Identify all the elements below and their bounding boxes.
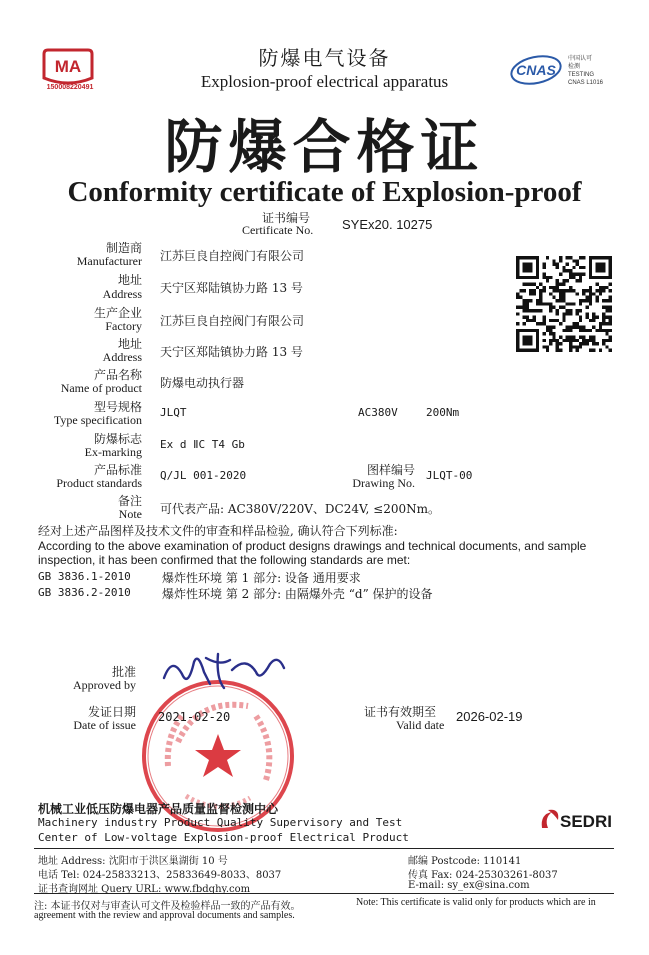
address1-label-en: Address [102,287,142,301]
product-label-en: Name of product [60,381,142,395]
organization-name-en-1: Machinery industry Product Quality Supervisory and Test [38,816,403,829]
drawing-label-zh: 图样编号 [366,463,415,477]
approved-label-zh: 批准 [111,665,136,679]
factory-label-zh: 生产企业 [93,306,142,320]
product-label-zh: 产品名称 [93,368,142,382]
exmarking-label-zh: 防爆标志 [93,432,142,446]
cma-number: 150008220491 [46,84,94,91]
type-torque: 200Nm [426,406,460,419]
conformity-statement-en-2: inspection, it has been confirmed that the following standards are met: [38,553,411,567]
organization-name-en-2: Center of Low-voltage Explosion-proof Electrical Product [38,831,409,844]
address2-label-zh: 地址 [117,337,142,351]
valid-label-zh: 证书有效期至 [364,705,437,719]
footer-fax: 传真 Fax: 024-25303261-8037 [408,870,558,881]
type-value: JLQT [160,406,187,419]
sedri-logo [538,806,618,832]
type-voltage: AC380V [358,406,398,419]
type-label-zh: 型号规格 [93,400,142,414]
page-title-zh: 防爆合格证 [164,113,485,181]
manufacturer-label-en: Manufacturer [76,254,142,268]
organization-name-zh: 机械工业低压防爆电器产品质量监督检测中心 [38,802,279,816]
certificate-label-zh: 证书编号 [262,211,311,225]
manufacturer-label-zh: 制造商 [105,241,142,255]
standard-code-1: GB 3836.1-2010 [38,570,131,583]
exmarking-label-en: Ex-marking [84,445,142,459]
footer-note-en-1: Note: This certificate is valid only for products which are in [356,897,596,908]
factory-label-en: Factory [105,319,142,333]
factory-value: 江苏巨良自控阀门有限公司 [160,314,305,328]
address2-value: 天宁区郑陆镇协力路 13 号 [160,345,303,359]
qr-code [516,256,612,352]
address2-label-en: Address [102,350,142,364]
exmarking-value: Ex d ⅡC T4 Gb [160,438,245,451]
footer-tel: 电话 Tel: 024-25833213、25833649-8033、8037 [38,870,282,881]
issue-label-en: Date of issue [73,718,136,732]
footer-query-url: 证书查询网址 Query URL: www.fbdqhy.com [38,884,251,895]
footer-postcode: 邮编 Postcode: 110141 [408,856,522,867]
manufacturer-value: 江苏巨良自控阀门有限公司 [160,249,305,263]
footer-address: 地址 Address: 沈阳市于洪区巢湖街 10 号 [38,856,228,867]
signature [160,648,290,698]
standard-desc-1: 爆炸性环境 第 1 部分: 设备 通用要求 [162,571,361,585]
divider-bottom [34,893,614,894]
svg-text:SEDRI: SEDRI [560,812,612,831]
issue-label-zh: 发证日期 [87,705,136,719]
product-value: 防爆电动执行器 [160,376,245,390]
svg-text:CNAS L1016: CNAS L1016 [568,80,604,86]
standard-desc-2: 爆炸性环境 第 2 部分: 由隔爆外壳 “d” 保护的设备 [162,587,433,601]
footer-note-en-2: agreement with the review and approval documents and samples. [34,910,295,921]
svg-text:中国认可: 中国认可 [568,55,593,62]
svg-text:CNAS: CNAS [516,62,556,78]
standards-label-zh: 产品标准 [93,463,142,477]
issue-date: 2021-02-20 [158,710,231,724]
drawing-label-en: Drawing No. [352,476,415,490]
valid-label-en: Valid date [396,718,445,732]
divider-top [34,848,614,849]
page-title-en: Conformity certificate of Explosion-proof [67,176,582,208]
standards-label-en: Product standards [56,476,142,490]
footer-email: E-mail: sy_ex@sina.com [408,880,530,891]
drawing-value: JLQT-00 [426,469,473,482]
subtitle-zh: 防爆电气设备 [258,46,391,70]
approved-label-en: Approved by [73,678,136,692]
conformity-statement-en-1: According to the above examination of product designs drawings and technical documents, and sample [38,539,587,553]
address1-value: 天宁区郑陆镇协力路 13 号 [160,281,303,295]
type-label-en: Type specification [53,413,142,427]
certificate-number: SYEx20. 10275 [342,217,433,232]
footer-note-zh: 注: 本证书仅对与审查认可文件及检验样品一致的产品有效。 [34,901,301,912]
standard-code-2: GB 3836.2-2010 [38,586,131,599]
note-value: 可代表产品: AC380V/220V、DC24V, ≤200Nm。 [160,502,440,516]
svg-text:检测: 检测 [568,63,581,70]
svg-text:MA: MA [54,57,82,76]
standards-value: Q/JL 001-2020 [160,469,247,482]
note-label-zh: 备注 [117,494,142,508]
address1-label-zh: 地址 [117,273,142,287]
valid-date: 2026-02-19 [456,709,523,724]
subtitle-en: Explosion-proof electrical apparatus [200,72,449,91]
svg-text:TESTING: TESTING [568,72,595,78]
certificate-label-en: Certificate No. [242,223,314,237]
note-label-en: Note [118,507,142,521]
conformity-statement-zh: 经对上述产品图样及技术文件的审查和样品检验, 确认符合下列标准: [38,524,398,538]
